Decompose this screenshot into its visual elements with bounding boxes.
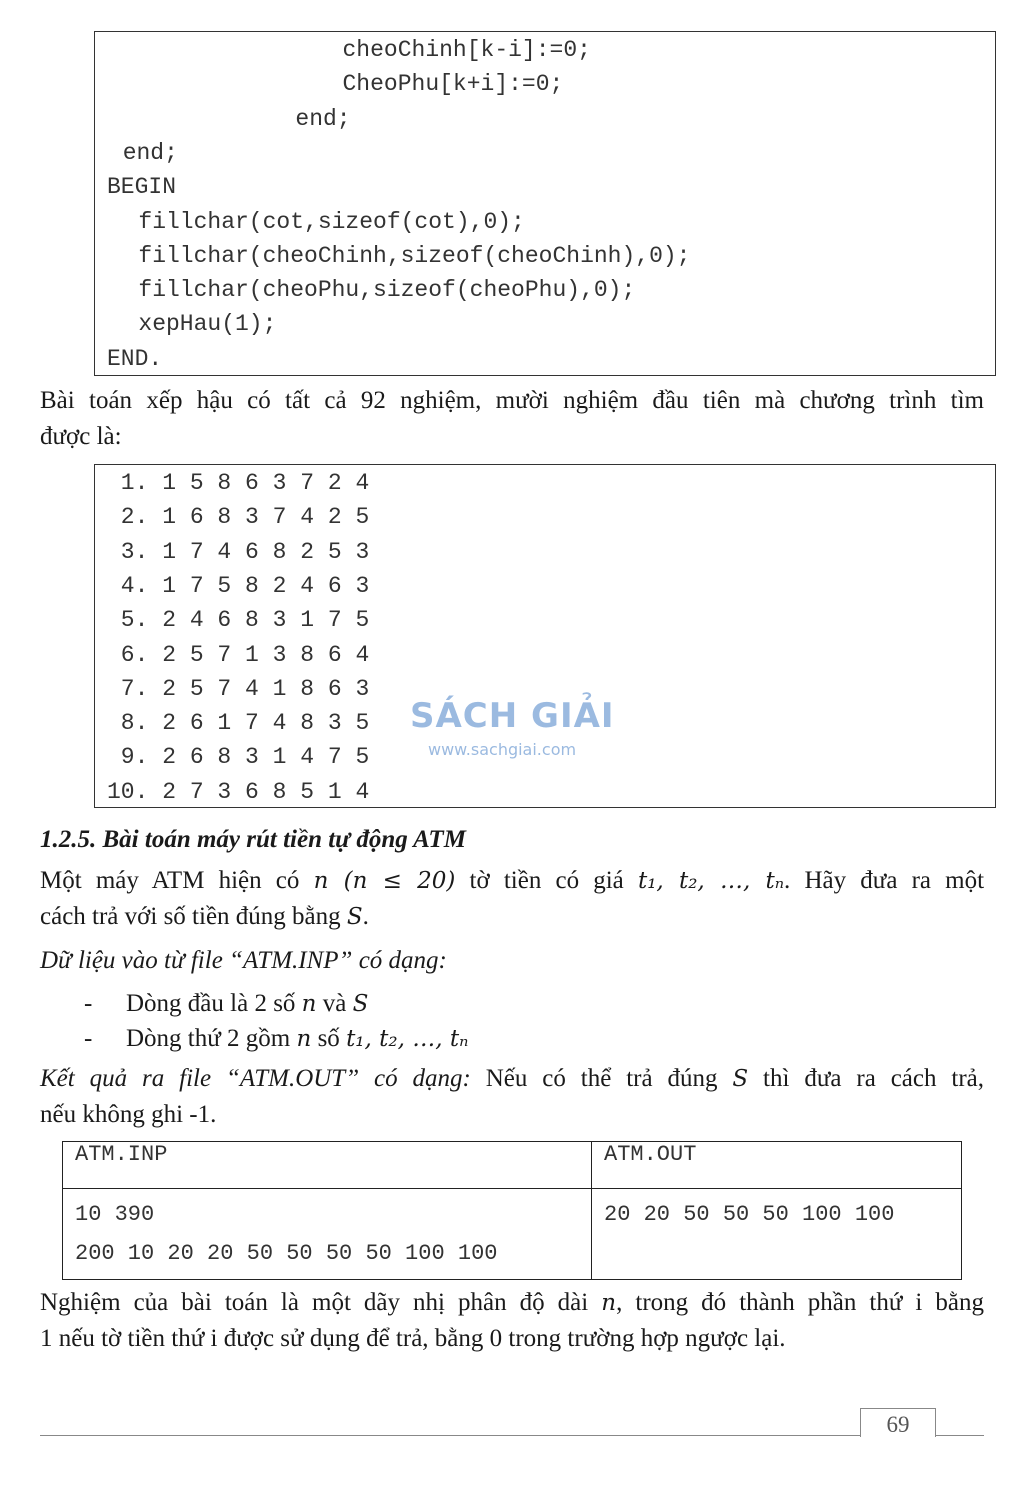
solution-line: 4. 1 7 5 8 2 4 6 3 bbox=[107, 572, 370, 599]
solution-line: 5. 2 4 6 8 3 1 7 5 bbox=[107, 607, 370, 634]
solution-line: 9. 2 6 8 3 1 4 7 5 bbox=[107, 744, 370, 771]
code-line: end; bbox=[295, 105, 351, 132]
problem-statement bbox=[40, 863, 984, 899]
code-line: end; bbox=[122, 139, 178, 166]
text-run: . Hãy đưa ra một bbox=[784, 867, 985, 894]
footer-rule bbox=[40, 1435, 984, 1436]
math-values: t₁, t₂, …, tₙ bbox=[637, 868, 785, 894]
text-run: cách trả với số tiền đúng bằng bbox=[40, 903, 347, 930]
input-line: 10 390 bbox=[75, 1202, 155, 1227]
paragraph-solutions-intro bbox=[40, 383, 984, 419]
math-s: S bbox=[732, 1066, 749, 1092]
math-n: n bbox=[296, 1026, 312, 1052]
text-run: Dòng đầu là 2 số bbox=[126, 990, 302, 1017]
table-row bbox=[63, 1189, 962, 1280]
math-n: n bbox=[301, 991, 317, 1017]
solution-line: 2. 1 6 8 3 7 4 2 5 bbox=[107, 504, 370, 531]
code-line: cheoChinh[k-i]:=0; bbox=[342, 37, 591, 63]
solution-line: 3. 1 7 4 6 8 2 5 3 bbox=[107, 538, 370, 565]
watermark-url: www.sachgiai.com bbox=[428, 740, 577, 759]
math-s: S bbox=[346, 904, 363, 930]
watermark-title: SÁCH GIẢI bbox=[410, 696, 615, 736]
watermark-logo bbox=[410, 696, 615, 759]
text-run: Nghiệm của bài toán là một dãy nhị phân độ dài bbox=[40, 1289, 602, 1316]
output-description bbox=[40, 1061, 984, 1097]
paragraph-line: được là: bbox=[40, 423, 122, 450]
math-n: n bbox=[601, 1290, 617, 1316]
code-line: fillchar(cheoChinh,sizeof(cheoChinh),0); bbox=[138, 242, 691, 269]
code-line: fillchar(cheoPhu,sizeof(cheoPhu),0); bbox=[138, 277, 636, 304]
solution-line: 7. 2 5 7 4 1 8 6 3 bbox=[107, 675, 370, 702]
text-run: Nếu có thể trả đúng bbox=[470, 1065, 733, 1092]
problem-statement-cont bbox=[40, 899, 984, 935]
text-run: . bbox=[362, 903, 369, 930]
code-line: BEGIN bbox=[107, 174, 177, 201]
bullet-dash: - bbox=[84, 1025, 93, 1052]
section-heading: 1.2.5. Bài toán máy rút tiền tự động ATM bbox=[40, 826, 466, 853]
code-block-top bbox=[94, 31, 996, 376]
paragraph-solutions-intro-cont bbox=[40, 419, 984, 455]
header-output: ATM.OUT bbox=[592, 1142, 962, 1189]
output-cell bbox=[592, 1189, 962, 1280]
bullet-item bbox=[84, 986, 368, 1022]
code-line: fillchar(cot,sizeof(cot),0); bbox=[138, 208, 525, 235]
math-values: t₁, t₂, …, tₙ bbox=[346, 1026, 469, 1052]
bullet-dash: - bbox=[84, 990, 93, 1017]
output-line: 20 20 50 50 50 100 100 bbox=[604, 1202, 895, 1227]
input-line: 200 10 20 20 50 50 50 50 100 100 bbox=[75, 1241, 498, 1266]
solution-line: 1. 1 5 8 6 3 7 2 4 bbox=[107, 470, 370, 496]
math-constraint: (n ≤ 20) bbox=[328, 868, 456, 894]
code-line: CheoPhu[k+i]:=0; bbox=[342, 71, 564, 98]
code-line: xepHau(1); bbox=[138, 311, 277, 338]
paragraph-line: Bài toán xếp hậu có tất cả 92 nghiệm, mười nghiệm đầu tiên mà chương trình tìm bbox=[40, 387, 984, 414]
conclusion-paragraph bbox=[40, 1285, 984, 1321]
text-run: tờ tiền có giá bbox=[455, 867, 638, 894]
text-run: Một máy ATM hiện có bbox=[40, 867, 314, 894]
math-n: n bbox=[313, 868, 329, 894]
text-run-italic: Kết quả ra file “ATM.OUT” có dạng: bbox=[40, 1065, 471, 1092]
io-example-table bbox=[62, 1141, 962, 1280]
conclusion-paragraph-cont: 1 nếu tờ tiền thứ i được sử dụng để trả, bằng 0 trong trường hợp ngược lại. bbox=[40, 1325, 786, 1352]
text-run: thì đưa ra cách trả, bbox=[748, 1065, 984, 1092]
text-run: , trong đó thành phần thứ i bằng bbox=[616, 1289, 984, 1316]
solution-line: 10. 2 7 3 6 8 5 1 4 bbox=[107, 778, 370, 805]
text-run: Dòng thứ 2 gồm bbox=[126, 1025, 297, 1052]
table-header-row bbox=[63, 1142, 962, 1189]
header-input: ATM.INP bbox=[63, 1142, 592, 1189]
page-number: 69 bbox=[860, 1408, 936, 1437]
text-run: số bbox=[311, 1025, 347, 1052]
math-s: S bbox=[352, 991, 369, 1017]
solution-line: 8. 2 6 1 7 4 8 3 5 bbox=[107, 710, 370, 737]
bullet-item bbox=[84, 1021, 468, 1057]
text-run: và bbox=[316, 990, 353, 1017]
code-line: END. bbox=[107, 345, 163, 372]
output-description-cont: nếu không ghi -1. bbox=[40, 1101, 217, 1128]
input-description: Dữ liệu vào từ file “ATM.INP” có dạng: bbox=[40, 947, 447, 974]
input-cell bbox=[63, 1189, 592, 1280]
solution-line: 6. 2 5 7 1 3 8 6 4 bbox=[107, 641, 370, 668]
